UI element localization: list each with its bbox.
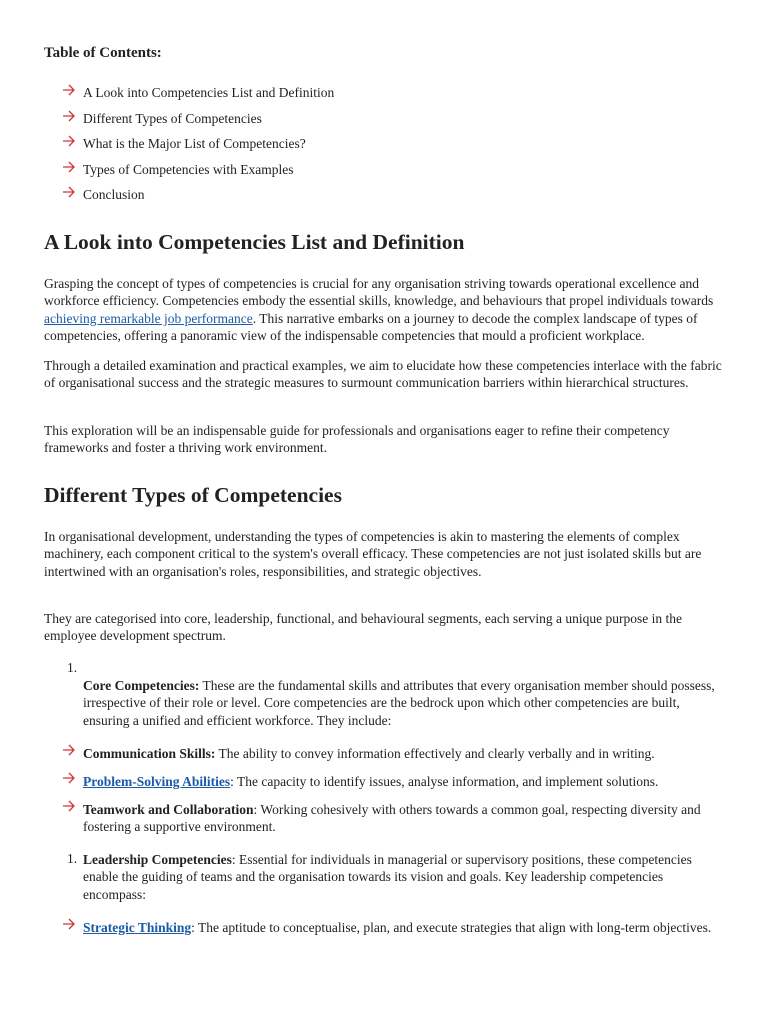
arrow-right-icon: [62, 744, 78, 758]
paragraph: Through a detailed examination and practical examples, we aim to elucidate how these competencies interlace with the fabric of organisational success and the strategic measures to surmount communication barriers within hierarchical structures.: [44, 358, 722, 391]
arrow-right-icon: [62, 918, 78, 932]
arrow-right-icon: [62, 110, 78, 124]
arrow-right-icon: [62, 186, 78, 200]
paragraph-text: Grasping the concept of types of competencies is crucial for any organisation striving towards operational excellence and workforce efficiency. Competencies embody the essential skills, knowledge, and behaviours that propel individuals towards: [44, 276, 714, 309]
bullet-label: Communication Skills:: [83, 746, 216, 761]
leadership-competencies-item: [83, 851, 728, 903]
bullet-label: Teamwork and Collaboration: [83, 802, 254, 817]
section-heading-different-types: Different Types of Competencies: [44, 483, 342, 507]
bullet-text: The ability to convey information effectively and clearly verbally and in writing.: [215, 746, 655, 761]
list-number: 1.: [67, 851, 78, 866]
arrow-right-icon: [62, 772, 78, 786]
toc-item-major-list[interactable]: What is the Major List of Competencies?: [83, 136, 306, 151]
paragraph-text: . This narrative embarks on a journey to decode the complex landscape of types of competencies, offering a panoramic view of the indispensable competencies that mould a proficient workplace.: [44, 310, 698, 344]
list-item-strategic-thinking: [83, 919, 728, 936]
arrow-right-icon: [62, 800, 78, 814]
list-number: 1.: [67, 660, 78, 675]
list-item-problem-solving: [83, 773, 728, 790]
list-item-teamwork: [83, 801, 728, 836]
arrow-right-icon: [62, 161, 78, 175]
arrow-right-icon: [62, 135, 78, 149]
bullet-text: : The aptitude to conceptualise, plan, and execute strategies that align with long-term objectives.: [191, 920, 712, 935]
strategic-thinking-link[interactable]: Strategic Thinking: [83, 920, 192, 935]
arrow-right-icon: [62, 84, 78, 98]
leadership-competencies-text: : Essential for individuals in managerial or supervisory positions, these competencies enable the guiding of teams and the organisation towards its vision and goals. Key leadership competencies encompass:: [83, 852, 692, 902]
core-competencies-label: Core Competencies:: [83, 678, 200, 693]
core-competencies-text: These are the fundamental skills and attributes that every organisation member should possess, irrespective of their role or level. Core competencies are the bedrock upon which other competencies are built, ensuring a unified and efficient workforce. They include:: [83, 678, 715, 728]
toc-item-conclusion[interactable]: Conclusion: [83, 187, 145, 202]
paragraph: They are categorised into core, leadership, functional, and behavioural segments, each serving a unique purpose in the employee development spectrum.: [44, 611, 683, 644]
core-competencies-item: [83, 677, 728, 729]
toc-item-different-types[interactable]: Different Types of Competencies: [83, 111, 262, 126]
paragraph: [44, 275, 726, 345]
leadership-competencies-label: Leadership Competencies: [83, 852, 232, 867]
toc-item-look-into-competencies[interactable]: A Look into Competencies List and Definition: [83, 85, 335, 100]
paragraph: This exploration will be an indispensable guide for professionals and organisations eager to refine their competency frameworks and foster a thriving work environment.: [44, 423, 670, 456]
bullet-text: : Working cohesively with others towards a common goal, respecting diversity and fostering a supportive environment.: [83, 802, 701, 835]
toc-item-types-with-examples[interactable]: Types of Competencies with Examples: [83, 162, 294, 177]
achieving-performance-link[interactable]: achieving remarkable job performance: [44, 310, 253, 326]
toc-title: Table of Contents:: [44, 45, 162, 61]
section-heading-look-into-competencies: A Look into Competencies List and Definition: [44, 230, 465, 254]
paragraph: In organisational development, understanding the types of competencies is akin to mastering the elements of complex machinery, each component critical to the system's overall efficacy. These competencies are not just isolated skills but are intertwined with an organisation's roles, responsibilities, and strategic objectives.: [44, 529, 702, 579]
list-item-communication: [83, 745, 728, 762]
problem-solving-link[interactable]: Problem-Solving Abilities: [83, 774, 231, 789]
bullet-text: : The capacity to identify issues, analyse information, and implement solutions.: [230, 774, 659, 789]
